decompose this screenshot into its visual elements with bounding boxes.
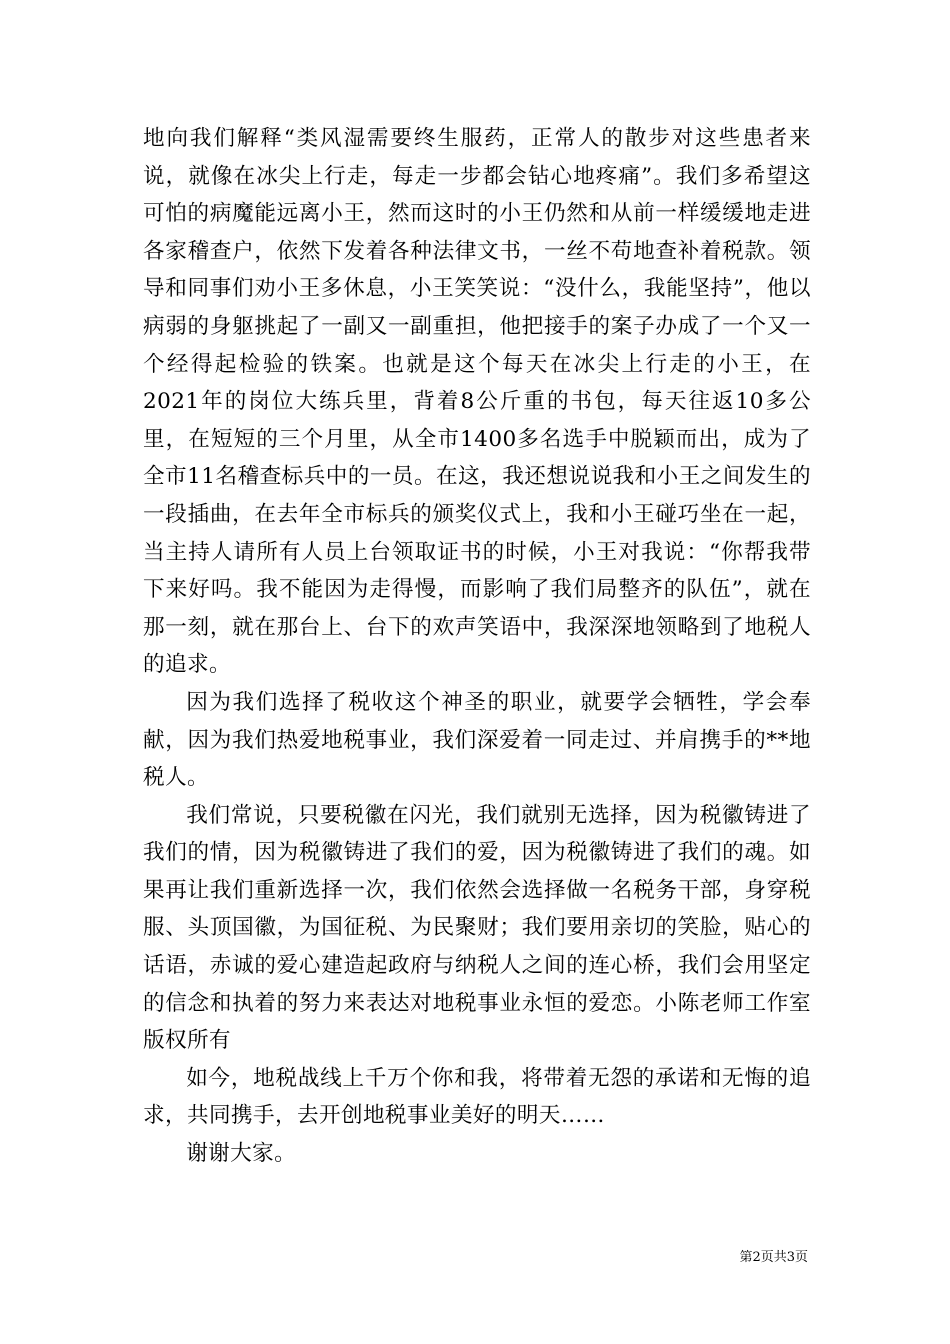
paragraph-tax-emblem: 我们常说，只要税徽在闪光，我们就别无选择，因为税徽铸进了我们的情，因为税徽铸进了我们的爱，因为税徽铸进了我们的魂。如果再让我们重新选择一次，我们依然会选择做一名税务干部，身穿税服、头顶国徽，为国征税、为民聚财；我们要用亲切的笑脸，贴心的话语，赤诚的爱心建造起政府与纳税人之间的连心桥，我们会用坚定的信念和执着的努力来表达对地税事业永恒的爱恋。小陈老师工作室版权所有 (143, 802, 811, 1054)
page-number-footer (739, 1250, 808, 1266)
paragraph-future: 如今，地税战线上千万个你和我，将带着无怨的承诺和无悔的追求，共同携手，去开创地税事业美好的明天…… (143, 1065, 811, 1129)
paragraph-sacrifice: 因为我们选择了税收这个神圣的职业，就要学会牺牲，学会奉献，因为我们热爱地税事业，我们深爱着一同走过、并肩携手的**地税人。 (143, 689, 811, 791)
page-number-label: 第2页共3页 (739, 1250, 808, 1265)
paragraph-continuation: 地向我们解释“类风湿需要终生服药，正常人的散步对这些患者来说，就像在冰尖上行走，每走一步都会钻心地疼痛”。我们多希望这可怕的病魔能远离小王，然而这时的小王仍然和从前一样缓缓地走进各家稽查户，依然下发着各种法律文书，一丝不苟地查补着税款。领导和同事们劝小王多休息，小王笑笑说：“没什么，我能坚持”，他以病弱的身躯挑起了一副又一副重担，他把接手的案子办成了一个又一个经得起检验的铁案。也就是这个每天在冰尖上行走的小王，在2021年的岗位大练兵里，背着8公斤重的书包，每天往返10多公里，在短短的三个月里，从全市1400多名选手中脱颖而出，成为了全市11名稽查标兵中的一员。在这，我还想说说我和小王之间发生的一段插曲，在去年全市标兵的颁奖仪式上，我和小王碰巧坐在一起，当主持人请所有人员上台领取证书的时候，小王对我说：“你帮我带下来好吗。我不能因为走得慢，而影响了我们局整齐的队伍”，就在那一刻，就在那台上、台下的欢声笑语中，我深深地领略到了地税人的追求。 (143, 126, 811, 678)
document-body (143, 120, 811, 1173)
paragraph-thanks: 谢谢大家。 (186, 1141, 297, 1167)
